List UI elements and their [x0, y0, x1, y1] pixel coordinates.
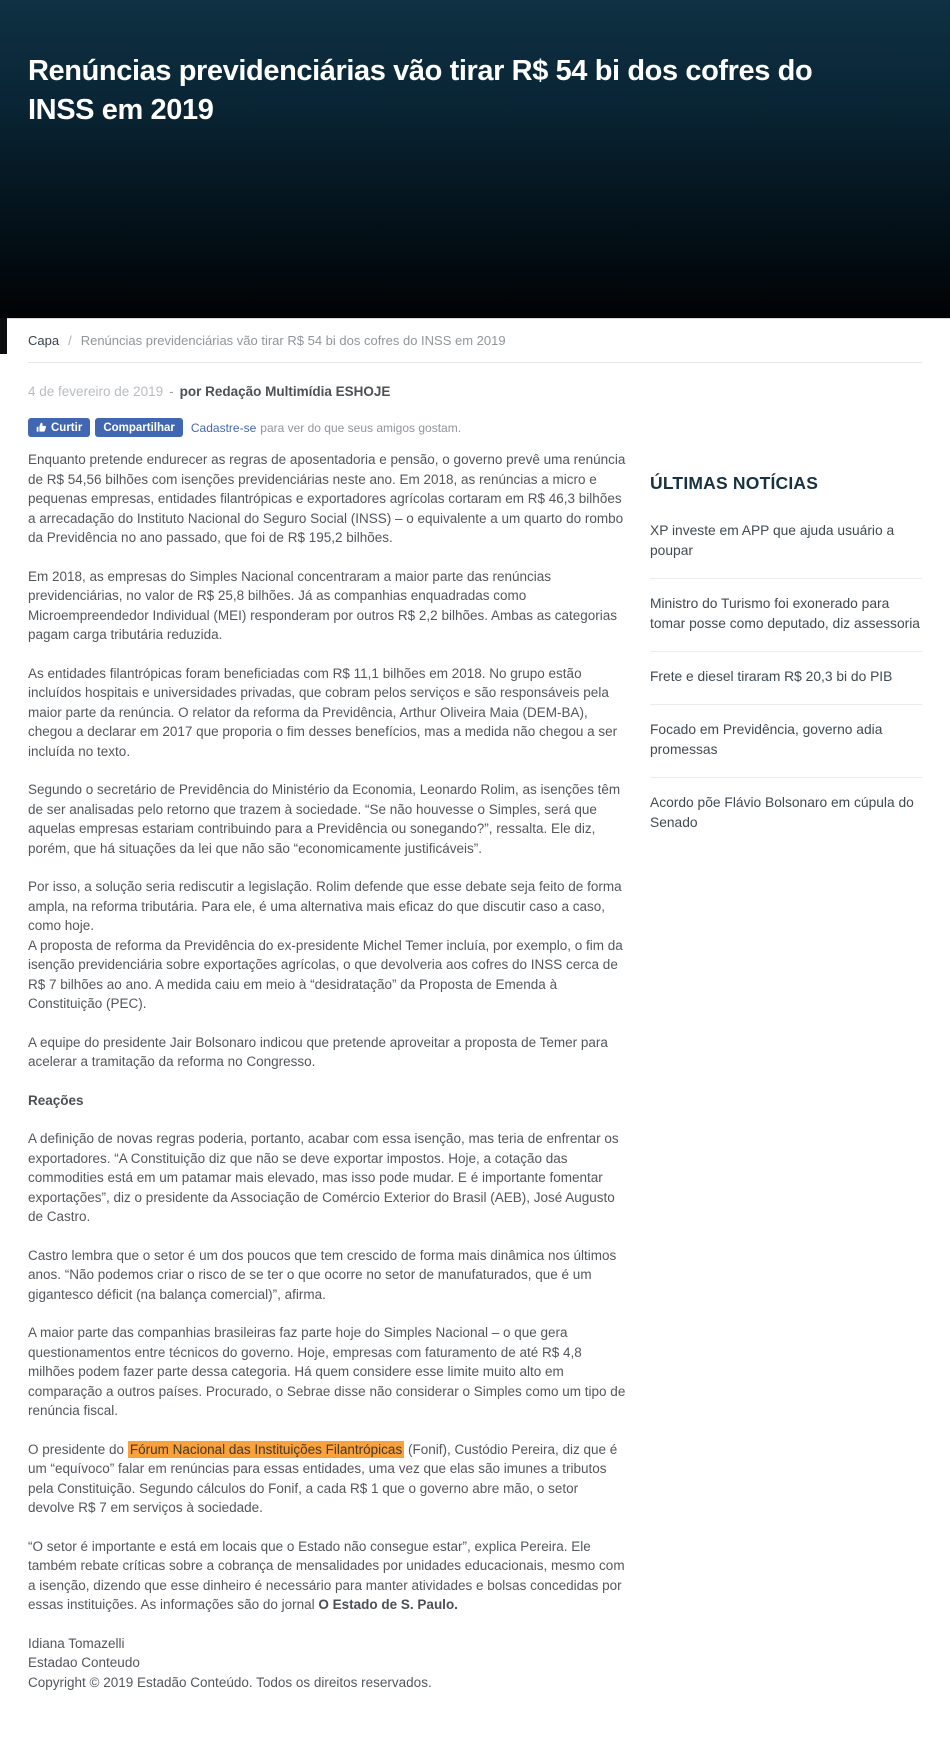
article-paragraph — [28, 1323, 628, 1421]
article-paragraph — [28, 1537, 628, 1615]
text-run: Enquanto pretende endurecer as regras de aposentadoria e pensão, o governo prevê uma renúncia de R$ 54,56 bilhões com isenções previdenciárias neste ano. Em 2018, as renúncias a micro e pequenas empresas, entidades filantrópicas e exportadores agrícolas cortaram em R$ 46,3 bilhões a arrecadação do Instituto Nacional do Seguro Social (INSS) – o equivalente a um quarto do rombo da Previdência no ano passado, que foi de R$ 195,2 bilhões. — [28, 452, 626, 545]
thumbs-up-icon — [36, 422, 47, 433]
text-run: As entidades filantrópicas foram beneficiadas com R$ 11,1 bilhões em 2018. No grupo estão incluídos hospitais e universidades privadas, que cobram pelos serviços e são responsáveis pela maior parte da renúncia. O relator da reforma da Previdência, Arthur Oliveira Maia (DEM-BA), chegou a declarar em 2017 que proporia o fim desses benefícios, mas a medida não chegou a ser incluída no texto. — [28, 665, 618, 759]
facebook-share-label: Compartilhar — [103, 421, 175, 434]
article-paragraph — [28, 780, 628, 858]
text-run: O presidente do — [28, 1441, 128, 1457]
article-paragraph — [28, 1634, 628, 1693]
latest-news-item[interactable]: XP investe em APP que ajuda usuário a poupar — [650, 521, 922, 579]
publish-date: 4 de fevereiro de 2019 — [28, 384, 164, 399]
article-paragraph — [28, 1091, 628, 1111]
byline: por Redação Multimídia ESHOJE — [179, 384, 391, 399]
text-run: A equipe do presidente Jair Bolsonaro indicou que pretende aproveitar a proposta de Temer para acelerar a tramitação da reforma no Congresso. — [28, 1034, 608, 1069]
article-column — [28, 363, 628, 1711]
latest-news-list — [650, 521, 922, 850]
latest-news-item[interactable]: Acordo põe Flávio Bolsonaro em cúpula do Senado — [650, 795, 914, 830]
latest-news-item[interactable]: Focado em Previdência, governo adia promessas — [650, 705, 922, 778]
article-paragraph — [28, 1440, 628, 1518]
page-title: Renúncias previdenciárias vão tirar R$ 54 bi dos cofres do INSS em 2019 — [28, 55, 813, 126]
text-run: Idiana Tomazelli — [28, 1635, 125, 1651]
breadcrumb-separator: / — [68, 333, 72, 348]
article-meta — [28, 384, 628, 399]
text-run: Estadao Conteudo — [28, 1655, 140, 1670]
facebook-like-label: Curtir — [51, 421, 83, 434]
article-paragraph — [28, 567, 628, 645]
facebook-like-button[interactable] — [28, 418, 90, 437]
text-run: Reações — [28, 1092, 84, 1108]
facebook-signup-link[interactable]: Cadastre-se — [190, 420, 257, 435]
meta-dash: - — [169, 384, 174, 399]
text-run: Em 2018, as empresas do Simples Nacional concentraram a maior parte das renúncias previdenciárias, no valor de R$ 25,8 bilhões. Já as companhias enquadradas como Microempreendedor Individual (MEI) responderam por outros R$ 2,2 bilhões. Ambas as categorias pagam carga tributária reduzida. — [28, 568, 618, 642]
text-run: Copyright © 2019 Estadão Conteúdo. Todos os direitos reservados. — [28, 1674, 432, 1690]
hero-header — [0, 0, 950, 318]
facebook-share-button[interactable] — [95, 418, 183, 437]
latest-news-title: ÚLTIMAS NOTÍCIAS — [650, 473, 819, 493]
content-columns — [0, 363, 950, 1741]
text-run: A proposta de reforma da Previdência do ex-presidente Michel Temer incluía, por exemplo, o fim da isenção previdenciária sobre exportações agrícolas, o que devolveria aos cofres do INSS cerca de R$ 7 bilhões ao ano. A medida caiu em meio à “desidratação” da Proposta de Emenda à Constituição (PEC). — [28, 937, 623, 1011]
article-paragraph — [28, 450, 628, 548]
text-run: Segundo o secretário de Previdência do Ministério da Economia, Leonardo Rolim, as isenções têm de ser analisadas pelo retorno que trazem à sociedade. “Se não houvesse o Simples, será que aquelas empresas estariam contribuindo para a Previdência ou sonegando?”, ressalta. Ele diz, porém, que há situações da lei que não são “economicamente justificáveis”. — [28, 782, 621, 856]
breadcrumb-current: Renúncias previdenciárias vão tirar R$ 54 bi dos cofres do INSS em 2019 — [80, 333, 506, 348]
breadcrumb-home-link[interactable]: Capa — [28, 333, 60, 348]
latest-news-item[interactable]: Frete e diesel tiraram R$ 20,3 bi do PIB — [650, 652, 922, 705]
article-paragraph — [28, 664, 628, 762]
content-card — [0, 318, 950, 1741]
latest-news-sidebar — [650, 473, 922, 850]
breadcrumb — [0, 319, 950, 348]
text-run: Castro lembra que o setor é um dos poucos que tem crescido de forma mais dinâmica nos últimos anos. “Não podemos criar o risco de se ter o que ocorre no setor de manufaturados, que é um gigantesco déficit (na balança comercial)”, afirma. — [28, 1247, 617, 1302]
article-body — [28, 450, 628, 1692]
facebook-signup-text: para ver do que seus amigos gostam. — [260, 420, 462, 435]
text-run: Por isso, a solução seria rediscutir a legislação. Rolim defende que esse debate seja feito de forma ampla, na reforma tributária. Para ele, é uma alternativa mais eficaz do que discutir caso a caso, como hoje. — [28, 879, 622, 933]
text-run: O Estado de S. Paulo. — [318, 1597, 458, 1612]
article-paragraph — [28, 1033, 628, 1072]
facebook-widget — [28, 418, 628, 437]
text-run: “O setor é importante e está em locais que o Estado não consegue estar”, explica Pereira. Ele também rebate críticas sobre a cobrança de mensalidades por unidades educacionais, mesmo com a isenção, dizendo que esse dinheiro é necessário para manter atividades e bolsas concedidas por essas instituições. As informações são do jornal — [28, 1538, 625, 1612]
text-run: (Fonif), Custódio Pereira, diz que é um “equívoco” falar em renúncias para essas entidades, uma vez que elas são imunes a tributos pela Constituição. Segundo cálculos do Fonif, a cada R$ 1 que o governo abre mão, o setor devolve R$ 7 em serviços à sociedade. — [28, 1441, 618, 1515]
text-run: A definição de novas regras poderia, portanto, acabar com essa isenção, mas teria de enfrentar os exportadores. “A Constituição diz que não se deve exportar impostos. Hoje, a cotação das commodities está em um patamar mais elevado, mas isso pode mudar. E é importante fomentar exportações”, diz o presidente da Associação de Comércio Exterior do Brasil (AEB), José Augusto de Castro. — [28, 1131, 619, 1224]
highlighted-text: Fórum Nacional das Instituições Filantrópicas — [129, 1441, 403, 1457]
article-paragraph — [28, 877, 628, 1014]
latest-news-item[interactable]: Ministro do Turismo foi exonerado para tomar posse como deputado, diz assessoria — [650, 579, 922, 652]
text-run: A maior parte das companhias brasileiras faz parte hoje do Simples Nacional – o que gera questionamentos entre técnicos do governo. Hoje, empresas com faturamento de até R$ 4,8 milhões podem fazer parte dessa categoria. Há quem considere esse limite muito alto em comparação a outros países. Procurado, o Sebrae disse não considerar o Simples como um tipo de renúncia fiscal. — [28, 1325, 626, 1418]
article-paragraph — [28, 1129, 628, 1227]
article-paragraph — [28, 1246, 628, 1305]
